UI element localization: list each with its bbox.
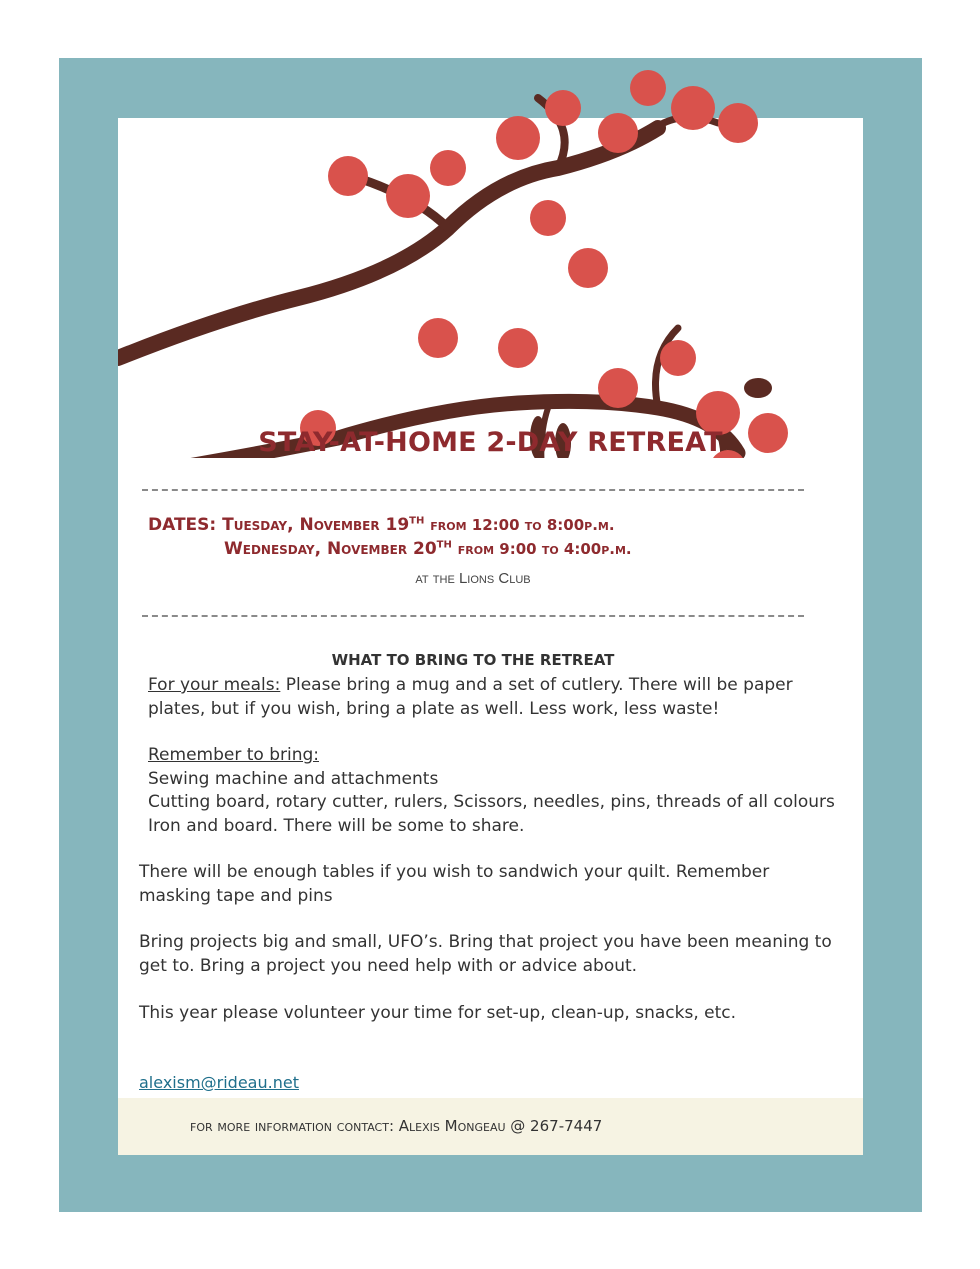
list-item: Iron and board. There will be some to share. xyxy=(148,815,525,836)
tables-line-1: There will be enough tables if you wish to sandwich your quilt. Remember xyxy=(139,862,770,882)
projects-paragraph xyxy=(139,931,832,978)
projects-line-1: Bring projects big and small, UFO’s. Bring that project you have been meaning to xyxy=(139,932,832,952)
remember-list xyxy=(148,744,835,838)
day1-sup: TH xyxy=(409,515,425,527)
blossom-branch-illustration xyxy=(118,58,863,458)
divider-bottom xyxy=(142,615,804,617)
divider-top xyxy=(142,489,804,491)
contact-text: for more information contact: Alexis Mongeau @ 267-7447 xyxy=(190,1117,603,1135)
page-title: STAY-AT-HOME 2-DAY RETREAT xyxy=(258,427,723,458)
list-item: Sewing machine and attachments xyxy=(148,768,439,789)
meals-text: Please bring a mug and a set of cutlery. There will be paper xyxy=(280,675,793,695)
projects-line-2: get to. Bring a project you need help with or advice about. xyxy=(139,955,638,976)
meals-text-2: plates, but if you wish, bring a plate as well. Less work, less waste! xyxy=(148,698,720,719)
contact-footer xyxy=(118,1098,863,1155)
date-line-2 xyxy=(224,539,632,559)
remember-label: Remember to bring: xyxy=(148,745,319,765)
tables-line-2: masking tape and pins xyxy=(139,885,333,906)
meals-label: For your meals: xyxy=(148,675,281,695)
day1-date: Tuesday, November 19 xyxy=(222,515,410,535)
volunteer-paragraph: This year please volunteer your time for set-up, clean-up, snacks, etc. xyxy=(139,1003,737,1023)
section-heading: WHAT TO BRING TO THE RETREAT xyxy=(331,651,615,669)
day2-time: from 9:00 to 4:00p.m. xyxy=(457,540,632,558)
dates-label: DATES: xyxy=(148,515,217,535)
day1-time: from 12:00 to 8:00p.m. xyxy=(430,516,615,534)
day2-sup: TH xyxy=(436,539,452,551)
date-line-1 xyxy=(148,515,615,535)
email-link[interactable]: alexism@rideau.net xyxy=(139,1073,299,1092)
list-item: Cutting board, rotary cutter, rulers, Scissors, needles, pins, threads of all colours xyxy=(148,792,835,812)
day2-date: Wednesday, November 20 xyxy=(224,539,437,559)
location-text: at the Lions Club xyxy=(415,570,531,587)
tables-paragraph xyxy=(139,861,769,908)
flyer-page xyxy=(118,118,863,1155)
meals-paragraph xyxy=(148,674,793,721)
